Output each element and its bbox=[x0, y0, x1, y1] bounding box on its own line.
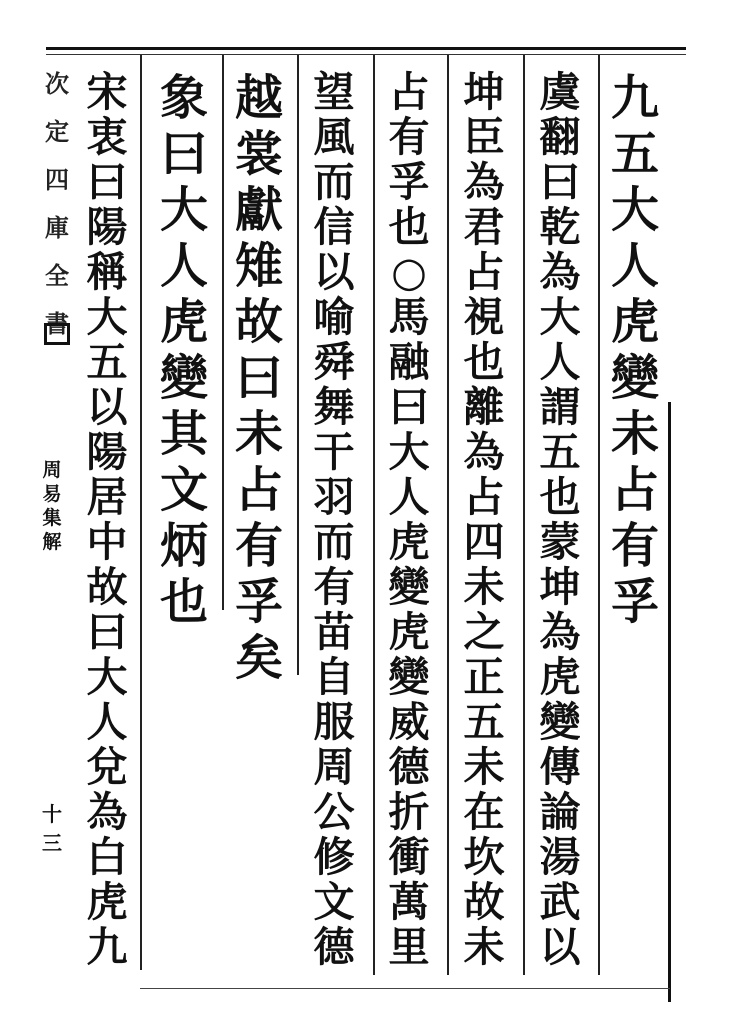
text-character: 論 bbox=[539, 788, 581, 836]
text-character: 曰 bbox=[388, 383, 430, 431]
text-character: 坤 bbox=[539, 563, 581, 611]
text-character: 故 bbox=[86, 563, 128, 611]
bottom-border-rule bbox=[140, 988, 670, 989]
text-character: 而 bbox=[313, 158, 355, 206]
text-character: 裳 bbox=[234, 126, 283, 182]
text-character: 其 bbox=[159, 406, 208, 462]
text-character: 陽 bbox=[86, 203, 128, 251]
text-character: 九 bbox=[610, 70, 659, 126]
text-character: 人 bbox=[388, 473, 430, 521]
text-character: 居 bbox=[86, 473, 128, 521]
text-character: 未 bbox=[234, 406, 283, 462]
text-character: 雉 bbox=[234, 238, 283, 294]
text-character: 周 bbox=[313, 743, 355, 791]
text-character: 虎 bbox=[539, 653, 581, 701]
text-character: 大 bbox=[159, 182, 208, 238]
text-character: 矣 bbox=[234, 630, 283, 686]
text-character: 文 bbox=[159, 462, 208, 518]
text-character: 故 bbox=[234, 294, 283, 350]
text-character: 人 bbox=[159, 238, 208, 294]
text-character: 為 bbox=[463, 158, 505, 206]
column-divider bbox=[140, 55, 142, 970]
text-character: 四 bbox=[463, 518, 505, 566]
text-character: 陽 bbox=[86, 428, 128, 476]
text-character: 干 bbox=[313, 428, 355, 476]
text-character: 喻 bbox=[313, 293, 355, 341]
text-character: 虎 bbox=[86, 878, 128, 926]
text-character: 五 bbox=[86, 338, 128, 386]
text-character: 也 bbox=[463, 338, 505, 386]
text-character: 為 bbox=[539, 608, 581, 656]
text-character: 虎 bbox=[159, 294, 208, 350]
text-character: 未 bbox=[463, 923, 505, 971]
text-character: 未 bbox=[463, 563, 505, 611]
text-character: 白 bbox=[86, 833, 128, 881]
text-character: 臣 bbox=[463, 113, 505, 161]
text-character: 曰 bbox=[86, 158, 128, 206]
text-character: 占 bbox=[388, 68, 430, 116]
text-character: 有 bbox=[610, 518, 659, 574]
top-border-rule bbox=[46, 47, 686, 50]
text-character: 武 bbox=[539, 878, 581, 926]
text-character: 以 bbox=[86, 383, 128, 431]
column-divider bbox=[598, 55, 600, 975]
text-character: 馬 bbox=[388, 293, 430, 341]
text-character: 羽 bbox=[313, 473, 355, 521]
margin-header-char: 四 bbox=[45, 165, 69, 194]
inner-page-border bbox=[668, 402, 671, 1002]
text-character: 也 bbox=[388, 203, 430, 251]
text-character: 兌 bbox=[86, 743, 128, 791]
text-character: 變 bbox=[610, 350, 659, 406]
text-character: 德 bbox=[388, 743, 430, 791]
text-character: 望 bbox=[313, 68, 355, 116]
margin-header-char: 全 bbox=[45, 261, 69, 290]
text-character: 占 bbox=[463, 473, 505, 521]
text-character: 謂 bbox=[539, 383, 581, 431]
column-divider bbox=[222, 55, 224, 610]
text-character: 有 bbox=[313, 563, 355, 611]
text-character: 中 bbox=[86, 518, 128, 566]
text-character: 翻 bbox=[539, 113, 581, 161]
text-column bbox=[157, 70, 211, 630]
column-divider bbox=[447, 55, 449, 975]
book-title-char: 易 bbox=[42, 483, 62, 505]
text-character: 文 bbox=[313, 878, 355, 926]
text-character: 大 bbox=[610, 182, 659, 238]
fishtail-mark-icon bbox=[44, 323, 70, 345]
text-character: 未 bbox=[463, 743, 505, 791]
text-character: 正 bbox=[463, 653, 505, 701]
text-character: 在 bbox=[463, 788, 505, 836]
text-character: 自 bbox=[313, 653, 355, 701]
text-character: 虎 bbox=[388, 608, 430, 656]
text-character: 舞 bbox=[313, 383, 355, 431]
margin-header-char: 定 bbox=[45, 117, 69, 146]
margin-header-title bbox=[44, 60, 70, 348]
text-character: 變 bbox=[388, 653, 430, 701]
text-character: 越 bbox=[234, 70, 283, 126]
column-divider bbox=[373, 55, 375, 975]
text-character: 服 bbox=[313, 698, 355, 746]
text-character: 孚 bbox=[610, 574, 659, 630]
text-character: 變 bbox=[159, 350, 208, 406]
text-character: 占 bbox=[234, 462, 283, 518]
text-character: 乾 bbox=[539, 203, 581, 251]
text-character: 苗 bbox=[313, 608, 355, 656]
text-character: 以 bbox=[539, 923, 581, 971]
text-character: 也 bbox=[159, 574, 208, 630]
text-column bbox=[382, 70, 436, 970]
text-character: 虎 bbox=[388, 518, 430, 566]
text-column bbox=[533, 70, 587, 970]
text-column bbox=[307, 70, 361, 970]
text-character: 里 bbox=[388, 923, 430, 971]
page-number: 十三 bbox=[42, 802, 62, 855]
margin-header-char: 書 bbox=[45, 309, 69, 338]
text-character: 未 bbox=[610, 406, 659, 462]
text-column bbox=[232, 70, 286, 686]
text-character: 宋 bbox=[86, 68, 128, 116]
text-character: 湯 bbox=[539, 833, 581, 881]
text-character: 公 bbox=[313, 788, 355, 836]
text-character: 也 bbox=[539, 473, 581, 521]
text-character: 五 bbox=[610, 126, 659, 182]
text-character: 人 bbox=[610, 238, 659, 294]
text-character: 萬 bbox=[388, 878, 430, 926]
text-character: 有 bbox=[388, 113, 430, 161]
text-character: 占 bbox=[463, 248, 505, 296]
text-character: 衷 bbox=[86, 113, 128, 161]
text-character: 為 bbox=[86, 788, 128, 836]
text-character: 人 bbox=[539, 338, 581, 386]
text-character: 而 bbox=[313, 518, 355, 566]
text-character: 曰 bbox=[234, 350, 283, 406]
text-character: 大 bbox=[539, 293, 581, 341]
book-title-char: 解 bbox=[42, 531, 62, 553]
text-character: 曰 bbox=[159, 126, 208, 182]
text-character: 風 bbox=[313, 113, 355, 161]
text-column bbox=[457, 70, 511, 970]
text-character: 為 bbox=[539, 248, 581, 296]
text-character: 為 bbox=[463, 428, 505, 476]
text-character: 之 bbox=[463, 608, 505, 656]
text-character: 信 bbox=[313, 203, 355, 251]
text-character: 大 bbox=[86, 293, 128, 341]
text-character: 坎 bbox=[463, 833, 505, 881]
column-divider bbox=[297, 55, 299, 675]
text-column bbox=[80, 70, 134, 970]
text-character: 虞 bbox=[539, 68, 581, 116]
text-character: 衝 bbox=[388, 833, 430, 881]
text-character: 以 bbox=[313, 248, 355, 296]
text-character: 占 bbox=[610, 462, 659, 518]
margin-book-title bbox=[41, 458, 63, 554]
text-character: 獻 bbox=[234, 182, 283, 238]
text-character: 君 bbox=[463, 203, 505, 251]
text-character: 折 bbox=[388, 788, 430, 836]
text-character: 故 bbox=[463, 878, 505, 926]
text-character: ○ bbox=[391, 248, 427, 296]
text-character: 坤 bbox=[463, 68, 505, 116]
margin-header-char: 庫 bbox=[45, 213, 69, 242]
text-character: 威 bbox=[388, 698, 430, 746]
text-character: 曰 bbox=[539, 158, 581, 206]
text-character: 五 bbox=[463, 698, 505, 746]
margin-header-char: 次 bbox=[45, 69, 69, 98]
text-character: 融 bbox=[388, 338, 430, 386]
text-character: 變 bbox=[539, 698, 581, 746]
text-character: 視 bbox=[463, 293, 505, 341]
text-character: 舜 bbox=[313, 338, 355, 386]
text-character: 五 bbox=[539, 428, 581, 476]
text-character: 曰 bbox=[86, 608, 128, 656]
text-character: 傳 bbox=[539, 743, 581, 791]
text-character: 大 bbox=[388, 428, 430, 476]
text-character: 德 bbox=[313, 923, 355, 971]
book-title-char: 集 bbox=[42, 507, 62, 529]
text-character: 人 bbox=[86, 698, 128, 746]
book-title-char: 周 bbox=[42, 459, 62, 481]
text-character: 大 bbox=[86, 653, 128, 701]
text-character: 孚 bbox=[234, 574, 283, 630]
text-column bbox=[608, 70, 662, 630]
column-divider bbox=[523, 55, 525, 975]
text-character: 虎 bbox=[610, 294, 659, 350]
text-character: 炳 bbox=[159, 518, 208, 574]
text-character: 修 bbox=[313, 833, 355, 881]
text-character: 有 bbox=[234, 518, 283, 574]
text-character: 象 bbox=[159, 70, 208, 126]
text-character: 孚 bbox=[388, 158, 430, 206]
text-character: 離 bbox=[463, 383, 505, 431]
top-border-rule-thin bbox=[46, 54, 686, 55]
text-character: 九 bbox=[86, 923, 128, 971]
text-character: 變 bbox=[388, 563, 430, 611]
text-character: 稱 bbox=[86, 248, 128, 296]
text-character: 蒙 bbox=[539, 518, 581, 566]
